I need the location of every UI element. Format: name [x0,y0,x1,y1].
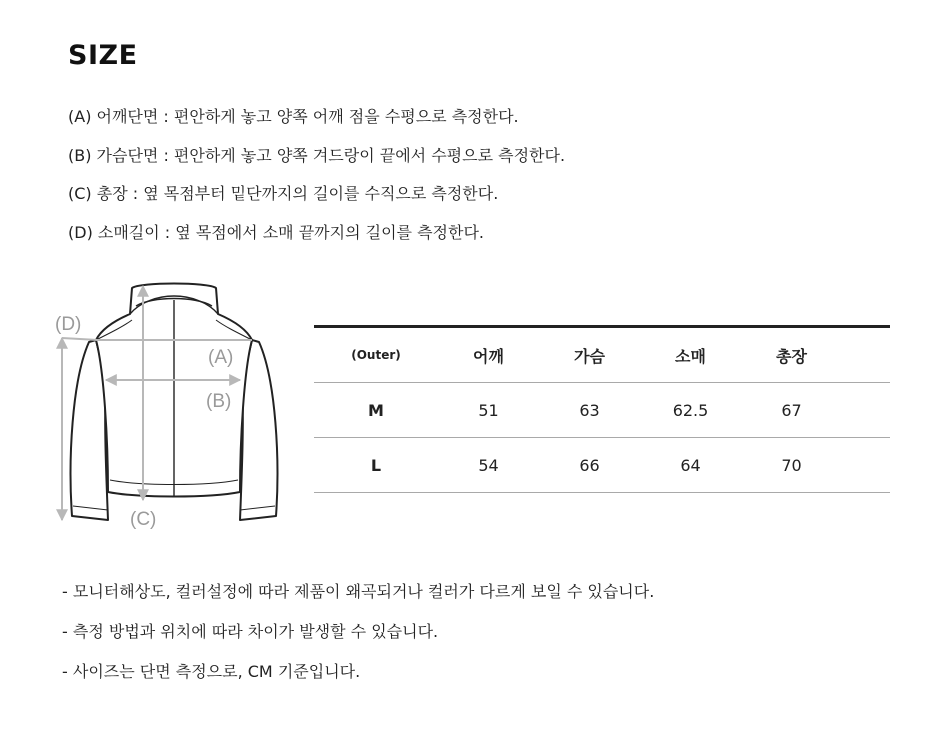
instruction-sleeve: (D) 소매길이 : 옆 목점에서 소매 끝까지의 길이를 측정한다. [68,222,485,242]
instruction-chest: (B) 가슴단면 : 편안하게 놓고 양쪽 겨드랑이 끝에서 수평으로 측정한다. [68,145,566,165]
label-d: (D) [55,314,82,335]
jacket-measurement-diagram [40,270,300,540]
chest-value: 63 [579,400,600,420]
instruction-shoulder: (A) 어깨단면 : 편안하게 놓고 양쪽 어깨 점을 수평으로 측정한다. [68,107,519,126]
label-c: (C) [130,509,157,530]
notes-list [62,572,654,692]
header-chest: 가슴 [574,346,605,366]
header-length: 총장 [776,346,807,366]
note-measurement: - 측정 방법과 위치에 따라 차이가 발생할 수 있습니다. [62,622,439,641]
length-value: 67 [781,400,802,420]
size-table [314,325,890,493]
note-monitor: - 모니터해상도, 컬러설정에 따라 제품이 왜곡되거나 컬러가 다르게 보일 수 있습니다. [62,582,655,601]
sleeve-value: 62.5 [672,400,709,420]
instruction-length: (C) 총장 : 옆 목점부터 밑단까지의 길이를 수직으로 측정한다. [68,184,499,203]
label-b: (B) [206,391,232,412]
shoulder-value: 54 [478,455,499,475]
header-outer: (Outer) [351,348,401,362]
size-label: L [370,455,382,475]
note-unit: - 사이즈는 단면 측정으로, CM 기준입니다. [62,662,361,681]
shoulder-value: 51 [478,400,499,420]
page-title: SIZE [68,40,138,71]
header-shoulder: 어깨 [473,346,504,366]
header-sleeve: 소매 [675,346,706,366]
table-row [314,438,890,493]
table-header-row [314,328,890,383]
sleeve-value: 64 [680,455,701,475]
size-label: M [368,400,384,420]
chest-value: 66 [579,455,600,475]
length-value: 70 [781,455,802,475]
table-row [314,383,890,438]
measurement-instructions [68,98,565,252]
label-a: (A) [208,347,234,368]
